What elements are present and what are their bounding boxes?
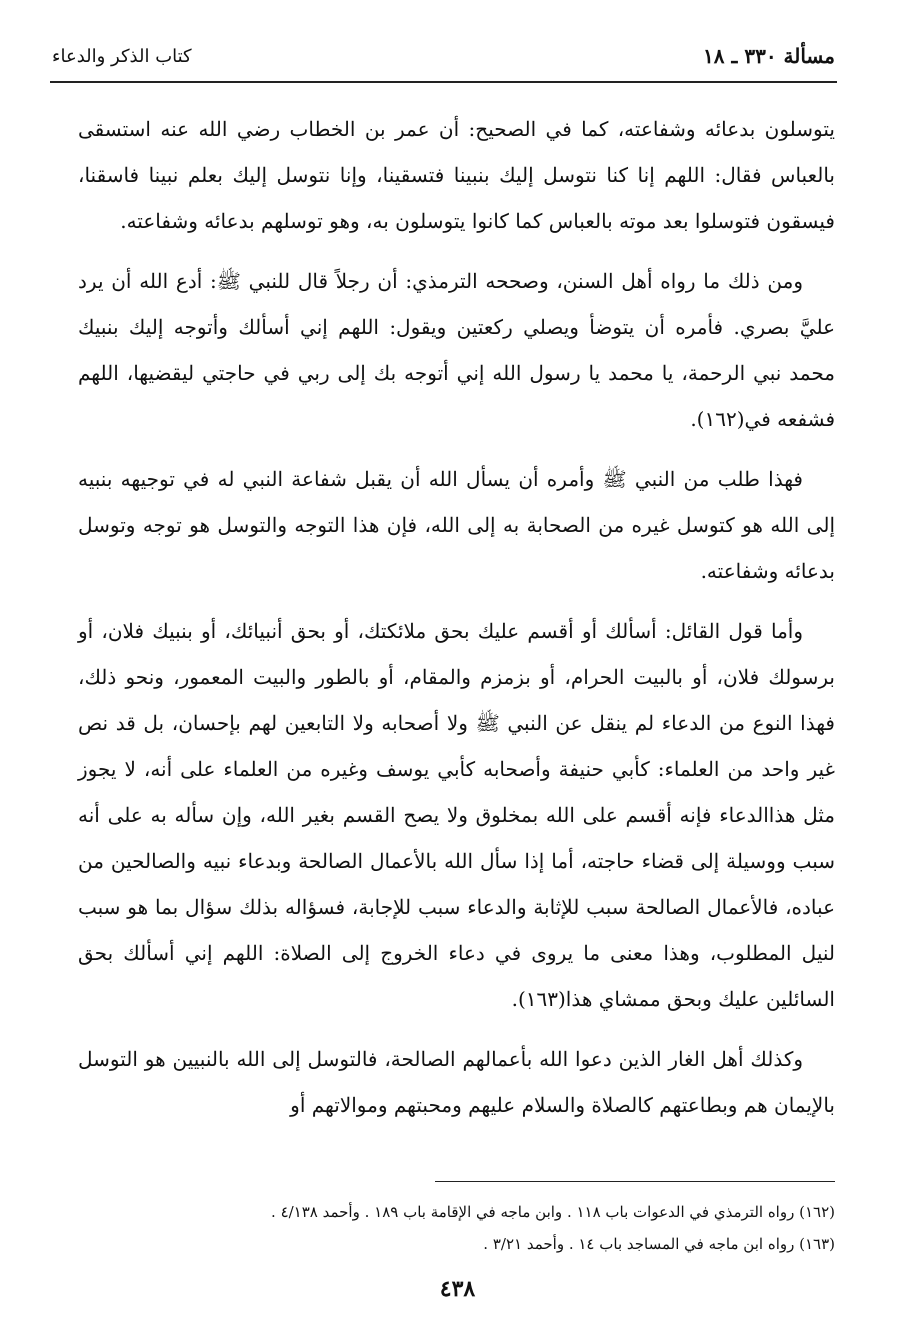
paragraph-4: وأما قول القائل: أسألك أو أقسم عليك بحق ملائكتك، أو بحق أنبيائك، أو بنبيك فلان، أو برسولك فلان، أو بالبيت الحرام، أو بزمزم والمقام، أو بالطور والبيت المعمور، ونحو ذلك، فهذا النوع من الدعاء لم ينقل عن النبي ﷺ ولا أصحابه ولا التابعين لهم بإحسان، بل قد نص غير واحد من العلماء: كأبي حنيفة وأصحابه كأبي يوسف وغيره من العلماء على أنه، لا يجوز مثل هذاالدعاء فإنه أقسم على الله بمخلوق ولا يصح القسم بغير الله، وإن سأله به على أنه سبب ووسيلة إلى قضاء حاجته، أما إذا سأل الله بالأعمال الصالحة وبدعاء نبيه والصالحين من عباده، فالأعمال الصالحة سبب للإثابة والدعاء سبب للإجابة، فسؤاله بذلك سؤال بما هو سبب لنيل المطلوب، وهذا معنى ما يروى في دعاء الخروج إلى الصلاة: اللهم إني أسألك بحق السائلين عليك وبحق ممشاي هذا(١٦٣). <box>78 619 835 1011</box>
footnote-divider <box>435 1181 835 1182</box>
main-text <box>78 106 835 1142</box>
paragraph-5: وكذلك أهل الغار الذين دعوا الله بأعمالهم الصالحة، فالتوسل إلى الله بالنبيين هو التوسل بالإيمان هم وبطاعتهم كالصلاة والسلام عليهم ومحبتهم وموالاتهم أو <box>78 1047 835 1117</box>
footnotes <box>78 1196 835 1260</box>
footnote-162: (١٦٢) رواه الترمذي في الدعوات باب ١١٨ . وابن ماجه في الإقامة باب ١٨٩ . وأحمد ٤/١٣٨ . <box>271 1203 835 1221</box>
book-title-label: كتاب الذكر والدعاء <box>52 46 192 67</box>
header-divider <box>50 81 837 83</box>
page-number: ٤٣٨ <box>439 1276 476 1302</box>
paragraph-1: يتوسلون بدعائه وشفاعته، كما في الصحيح: أن عمر بن الخطاب رضي الله عنه استسقى بالعباس فقال: اللهم إنا كنا نتوسل إليك بنبينا فتسقينا، وإنا نتوسل إليك بعلم نبينا فاسقنا، فيسقون فتوسلوا بعد موته بالعباس كما كانوا يتوسلون به، وهو توسلهم بدعائه وشفاعته. <box>78 117 835 233</box>
paragraph-3: فهذا طلب من النبي ﷺ وأمره أن يسأل الله أن يقبل شفاعة النبي له في توجيهه بنبيه إلى الله هو كتوسل غيره من الصحابة به إلى الله، فإن هذا التوجه والتوسل هو توجه وتوسل بدعائه وشفاعته. <box>78 467 835 583</box>
footnote-163: (١٦٣) رواه ابن ماجه في المساجد باب ١٤ . وأحمد ٣/٢١ . <box>483 1235 835 1253</box>
issue-number-label: مسألة ٣٣٠ ـ ١٨ <box>703 44 835 68</box>
paragraph-2: ومن ذلك ما رواه أهل السنن، وصححه الترمذي: أن رجلاً قال للنبي ﷺ: أدع الله أن يرد عليَّ بصري. فأمره أن يتوضأ ويصلي ركعتين ويقول: اللهم إني أسألك وأتوجه إليك بنبيك محمد نبي الرحمة، يا محمد يا رسول الله إني أتوجه بك إلى ربي في حاجتي ليقضيها، اللهم فشفعه في(١٦٢). <box>78 269 835 431</box>
running-header <box>52 40 835 80</box>
